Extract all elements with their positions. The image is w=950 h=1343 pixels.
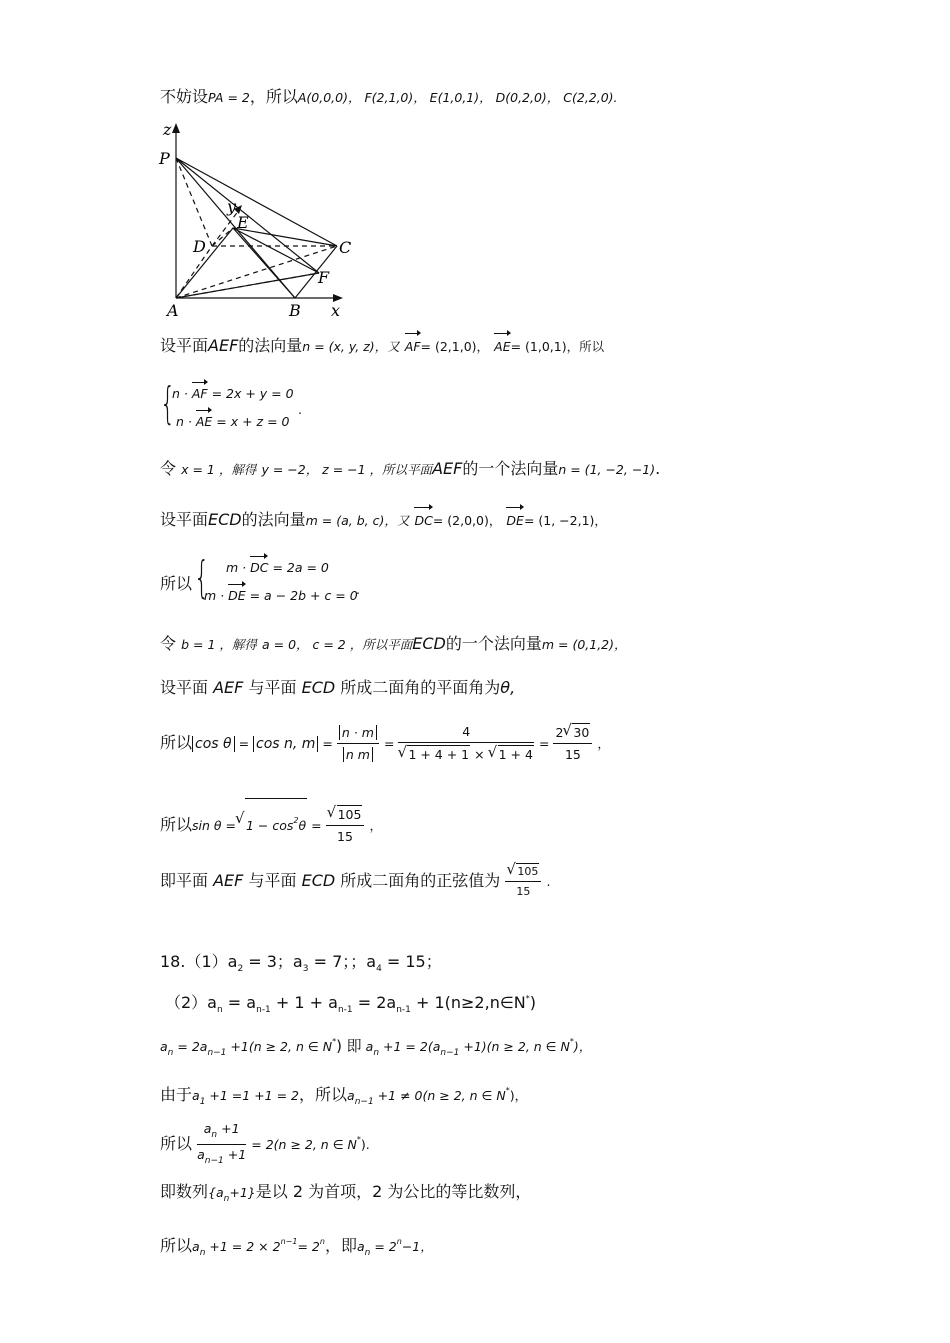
system-1: [160, 380, 360, 436]
math: AEF: [432, 459, 463, 478]
text: 令: [160, 459, 177, 478]
system-2: [160, 554, 400, 610]
vector-AF: AF: [405, 337, 421, 357]
subscript: n-1: [396, 1005, 411, 1015]
text: 18.（1）a: [160, 952, 238, 971]
subscript: n: [217, 1005, 223, 1015]
text: 设平面: [160, 678, 209, 697]
fraction-2: [398, 723, 533, 764]
math: )，: [509, 1088, 528, 1103]
math: θ: [298, 818, 307, 833]
line-1: [160, 87, 618, 108]
text: 令: [160, 634, 177, 653]
punct: .: [356, 582, 360, 597]
math: sin θ =: [192, 818, 236, 833]
pyramid-figure: [155, 118, 365, 323]
text: 设平面: [160, 336, 209, 355]
math: {a: [208, 1185, 224, 1200]
math: cos n, m: [253, 736, 318, 752]
math: y = −2， z = −1 ，所以平面: [261, 462, 433, 477]
math: +1 = 2(a: [383, 1039, 441, 1054]
text: 所成二面角的正弦值为: [340, 871, 501, 890]
subscript: 3: [302, 964, 309, 974]
line-8-sin: 所以sin θ =√ $1 - \cos^2\theta$ = √ $\frac{105}{15}$ ，: [160, 798, 382, 842]
subscript: n-1: [337, 1005, 353, 1015]
math: n ·: [172, 386, 192, 401]
label-B: B: [289, 301, 301, 320]
line-6: [160, 678, 515, 698]
vector: DE: [228, 588, 246, 603]
line-13: 即数列$\{a_n+1\}$是以 2 为首项，2 为公比的等比数列，: [160, 1182, 532, 1204]
math: = 2a = 0: [268, 560, 329, 575]
math: b = 1 ，解得: [181, 637, 257, 652]
superscript: n: [396, 1237, 402, 1246]
math: +1: [221, 1120, 240, 1136]
math: = 2: [297, 1239, 320, 1254]
text: 所以: [160, 1236, 193, 1255]
system-row-1: [226, 560, 329, 575]
text: （2）a: [165, 993, 217, 1012]
math: ×: [474, 747, 485, 762]
math: = 2(n ≥ 2, n ∈ N: [251, 1137, 357, 1152]
line-10: $a_n = 2a_{n-1} +1(n \ge 2$, n ∈ N*) 即 $a_n +1 = 2(a_{n-1} +1)(n \ge 2$, n ∈ N*)，: [160, 1037, 592, 1058]
text: 与平面: [248, 678, 297, 697]
line-12: 所以 $\frac{a_n +1}{a_{n-1} +1}$ = 2(n ≥ 2, n ∈ N*).: [160, 1120, 370, 1160]
math: √ 1 + 4 + 1: [407, 745, 470, 764]
fraction: [505, 863, 541, 900]
math: = (1,0,1)，所以: [510, 339, 605, 354]
math: )，: [573, 1039, 592, 1054]
line-7-cos: 所以 cos θ = cos n, m = $\frac{n \cdot m}{\text{n m}}$ = 4 √ 1 + 4 + 1 × √ 1 + 4 = $\frac{2√ 30}{15}$ ，: [160, 720, 610, 766]
text: 所以: [160, 815, 193, 834]
text: 的一个法向量: [445, 634, 542, 653]
math: +1: [227, 1146, 247, 1162]
fraction: $\frac{a_n +1}{a_{n-1} +1}$: [197, 1120, 247, 1166]
vector-DC: DC: [414, 511, 432, 531]
label-x: x: [331, 301, 341, 320]
label-E: E: [237, 213, 249, 232]
label-z: z: [163, 120, 172, 139]
label-C: C: [339, 238, 352, 257]
vector: DC: [250, 560, 269, 575]
math: √ 1 + 4: [498, 745, 534, 764]
fraction: [326, 805, 365, 846]
math-points: A(0,0,0)， F(2,1,0)， E(1,0,1)， D(0,2,0)， C(2,2,0).: [297, 90, 618, 105]
vector: AE: [195, 414, 213, 429]
line-3: [160, 459, 660, 480]
math: 1 − cos: [246, 818, 294, 833]
math: 15: [564, 747, 581, 762]
label-y: y: [227, 197, 237, 216]
math: n m: [343, 747, 373, 762]
line-4: [160, 510, 607, 531]
math: a = 0， c = 2 ，所以平面: [262, 637, 413, 652]
system-row-2: [176, 414, 289, 429]
label-F: F: [318, 268, 330, 287]
math: +1 =1 +1 = 2: [209, 1088, 300, 1103]
math: AEF: [213, 871, 244, 890]
text: ): [529, 993, 536, 1012]
subscript: n-1: [256, 1005, 271, 1015]
superscript: n: [319, 1237, 325, 1246]
math: 2: [555, 725, 564, 740]
system-row-1: [172, 386, 294, 401]
fraction-1: [337, 724, 379, 764]
text: + 1(n≥2,n∈N: [410, 993, 526, 1012]
math: AEF: [208, 336, 239, 355]
line-11: 由于$a_1 +1 =1 +1 = 2$，所以$a_{n-1} +1 \ne 0(n \ge 2$, n ∈ N*)，: [160, 1085, 528, 1107]
math: √ 105: [516, 863, 539, 880]
math: n · m: [339, 725, 377, 740]
math: = a − 2b + c = 0: [245, 588, 358, 603]
q18-part1: [160, 952, 442, 979]
math: = (2,1,0)，: [420, 339, 490, 354]
math: ECD: [301, 871, 336, 890]
math: +1}: [229, 1185, 256, 1200]
math: √ 105: [337, 805, 363, 824]
math: x = 1 ，解得: [181, 462, 257, 477]
fraction-3: [553, 723, 592, 764]
text: ，所以: [249, 87, 298, 106]
superscript: n−1: [280, 1237, 298, 1246]
label-A: A: [167, 301, 179, 320]
text: = 7；；a: [308, 952, 377, 971]
math: = x + z = 0: [212, 414, 290, 429]
punct: ).: [360, 1137, 370, 1152]
text: 的法向量: [238, 336, 303, 355]
math: = (1, −2,1)，: [523, 513, 607, 528]
text: 设平面: [160, 510, 209, 529]
text: = 3；a: [243, 952, 303, 971]
punct: .: [655, 459, 661, 478]
math: 15: [516, 885, 531, 898]
line-2: [160, 336, 604, 357]
subscript: 2: [237, 964, 244, 974]
math: AEF: [213, 678, 244, 697]
math: +1)(n ≥ 2, n ∈ N: [463, 1039, 570, 1054]
math: ECD: [208, 510, 242, 529]
superscript: *: [525, 994, 530, 1003]
math: cos θ: [192, 736, 235, 752]
text: 所以: [160, 574, 193, 593]
text: 是以 2 为首项，2 为公比的等比数列，: [255, 1182, 532, 1201]
text: 与平面: [248, 871, 297, 890]
math: √ $1 - \cos^2\theta$: [245, 798, 307, 848]
text: = 15；: [381, 952, 442, 971]
text: ，所以: [299, 1085, 348, 1104]
math: n = (1, −2, −1): [558, 462, 656, 477]
vector: AF: [191, 386, 208, 401]
math: m ·: [226, 560, 251, 575]
math: n = (x, y, z)，又: [302, 339, 400, 354]
text: 的法向量: [241, 510, 306, 529]
math: 4: [398, 723, 533, 743]
math: ) 即: [336, 1037, 362, 1055]
text: = a: [222, 993, 257, 1012]
text: = 2a: [352, 993, 397, 1012]
punct: .: [546, 874, 551, 889]
math: θ,: [500, 678, 516, 697]
text: 由于: [160, 1085, 193, 1104]
punct: ，: [597, 736, 610, 751]
math: ECD: [412, 634, 446, 653]
math: = 2x + y = 0: [207, 386, 294, 401]
label-P: P: [159, 149, 170, 168]
math: PA = 2: [208, 90, 250, 105]
text: + 1 + a: [270, 993, 338, 1012]
text: 所以: [160, 733, 193, 752]
text: 所成二面角的平面角为: [340, 678, 501, 697]
math: +1(n ≥ 2, n ∈ N: [230, 1039, 333, 1054]
text: 不妨设: [160, 87, 209, 106]
label-D: D: [193, 237, 206, 256]
vector-AE: AE: [494, 337, 510, 357]
text: 即数列: [160, 1182, 209, 1201]
line-14: 所以$a_n +1 = 2 \times 2^{n-1}= 2^n$，即$a_n = 2^n-1$，: [160, 1236, 433, 1258]
math: n ·: [176, 414, 196, 429]
vector-DE: DE: [506, 511, 524, 531]
line-9: [160, 860, 550, 902]
text: 即平面: [160, 871, 209, 890]
math: −1，: [401, 1239, 433, 1254]
math: = 2a: [177, 1039, 208, 1054]
text: ，即: [324, 1236, 357, 1255]
math: m = (a, b, c)，又: [305, 513, 410, 528]
text: 所以: [160, 1134, 193, 1153]
brace: {: [160, 378, 176, 429]
math: +1 = 2 × 2: [209, 1239, 281, 1254]
punct: .: [298, 402, 302, 417]
math: √ 30: [572, 723, 590, 742]
line-5: [160, 634, 627, 655]
q18-part2: [165, 989, 536, 1020]
math: = 2: [374, 1239, 397, 1254]
brace: {: [194, 552, 210, 603]
math: m ·: [204, 588, 229, 603]
math: 15: [337, 829, 353, 844]
text: 的一个法向量: [462, 459, 559, 478]
math: +1 ≠ 0(n ≥ 2, n ∈ N: [377, 1088, 506, 1103]
math: = (2,0,0)，: [432, 513, 502, 528]
punct: ，: [369, 818, 383, 833]
math: m = (0,1,2)，: [541, 637, 627, 652]
system-row-2: [204, 588, 358, 603]
subscript: 4: [376, 964, 382, 974]
math: ECD: [301, 678, 336, 697]
